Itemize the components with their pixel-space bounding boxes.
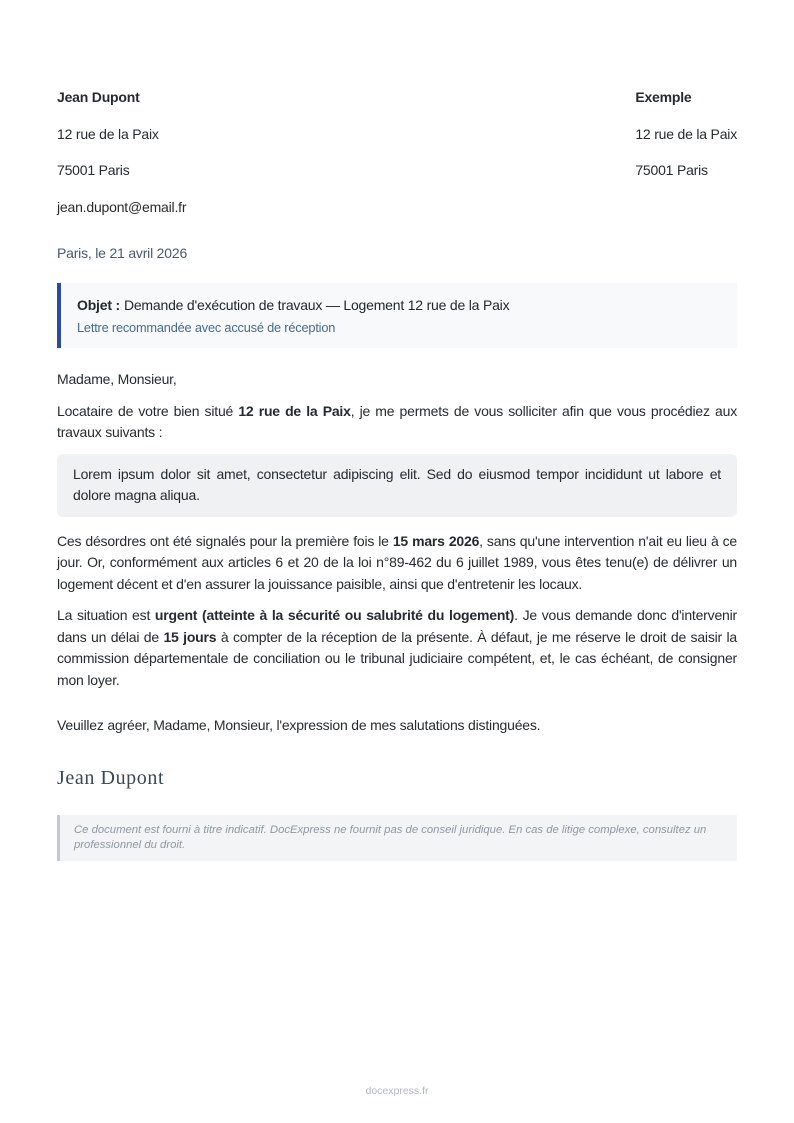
letterhead: [57, 88, 737, 234]
intro-paragraph: Locataire de votre bien situé 12 rue de la Paix, je me permets de vous solliciter afin que vous procédiez aux travaux suivants :: [57, 402, 737, 440]
signature: Jean Dupont: [57, 766, 165, 789]
subject-label: Objet :: [77, 297, 120, 313]
sender-address-line2: 75001 Paris: [57, 162, 130, 178]
sender-email: jean.dupont@email.fr: [57, 198, 187, 215]
works-placeholder-box: Lorem ipsum dolor sit amet, consectetur adipiscing elit. Sed do eiusmod tempor incididunt ut labore et dolore magna aliqua.: [57, 454, 737, 517]
closing-paragraph: Veuillez agréer, Madame, Monsieur, l'expression de mes salutations distinguées.: [57, 717, 541, 733]
urgency-paragraph: La situation est urgent (atteinte à la sécurité ou salubrité du logement). Je vous demande donc d'intervenir dans un délai de 15 jours à compter de la réception de la présente. À défaut, je me réserve le droit de saisir la commission départementale de conciliation ou le tribunal judiciaire compétent, et, le cas échéant, de consigner mon loyer.: [57, 607, 737, 688]
disclaimer-box: [57, 815, 737, 861]
disclaimer-text: Ce document est fourni à titre indicatif. DocExpress ne fournit pas de conseil juridique. En cas de litige complexe, consultez un professionnel du droit.: [74, 823, 707, 851]
recipient-name: Exemple: [635, 89, 692, 105]
recipient-address-line2: 75001 Paris: [635, 162, 708, 178]
subject-text: Demande d'exécution de travaux — Logement 12 rue de la Paix: [123, 297, 510, 313]
subject-line: [77, 295, 721, 315]
legal-paragraph: Ces désordres ont été signalés pour la première fois le 15 mars 2026, sans qu'une intervention n'ait eu lieu à ce jour. Or, conformément aux articles 6 et 20 de la loi n°89-462 du 6 juillet 1989, vous êtes tenu(e) de délivrer un logement décent et d'en assurer la jouissance paisible, ainsi que d'entretenir les locaux.: [57, 532, 737, 592]
site-footer: docexpress.fr: [365, 1085, 429, 1097]
sender-address-line1: 12 rue de la Paix: [57, 125, 159, 142]
recipient-block: [635, 88, 737, 198]
salutation: Madame, Monsieur,: [57, 371, 177, 387]
sender-block: [57, 88, 186, 234]
date-line: Paris, le 21 avril 2026: [57, 245, 188, 261]
recipient-address-line1: 12 rue de la Paix: [635, 125, 737, 142]
sender-name: Jean Dupont: [57, 89, 140, 105]
subject-subtitle: Lettre recommandée avec accusé de réception: [77, 320, 336, 335]
subject-box: [57, 283, 737, 348]
